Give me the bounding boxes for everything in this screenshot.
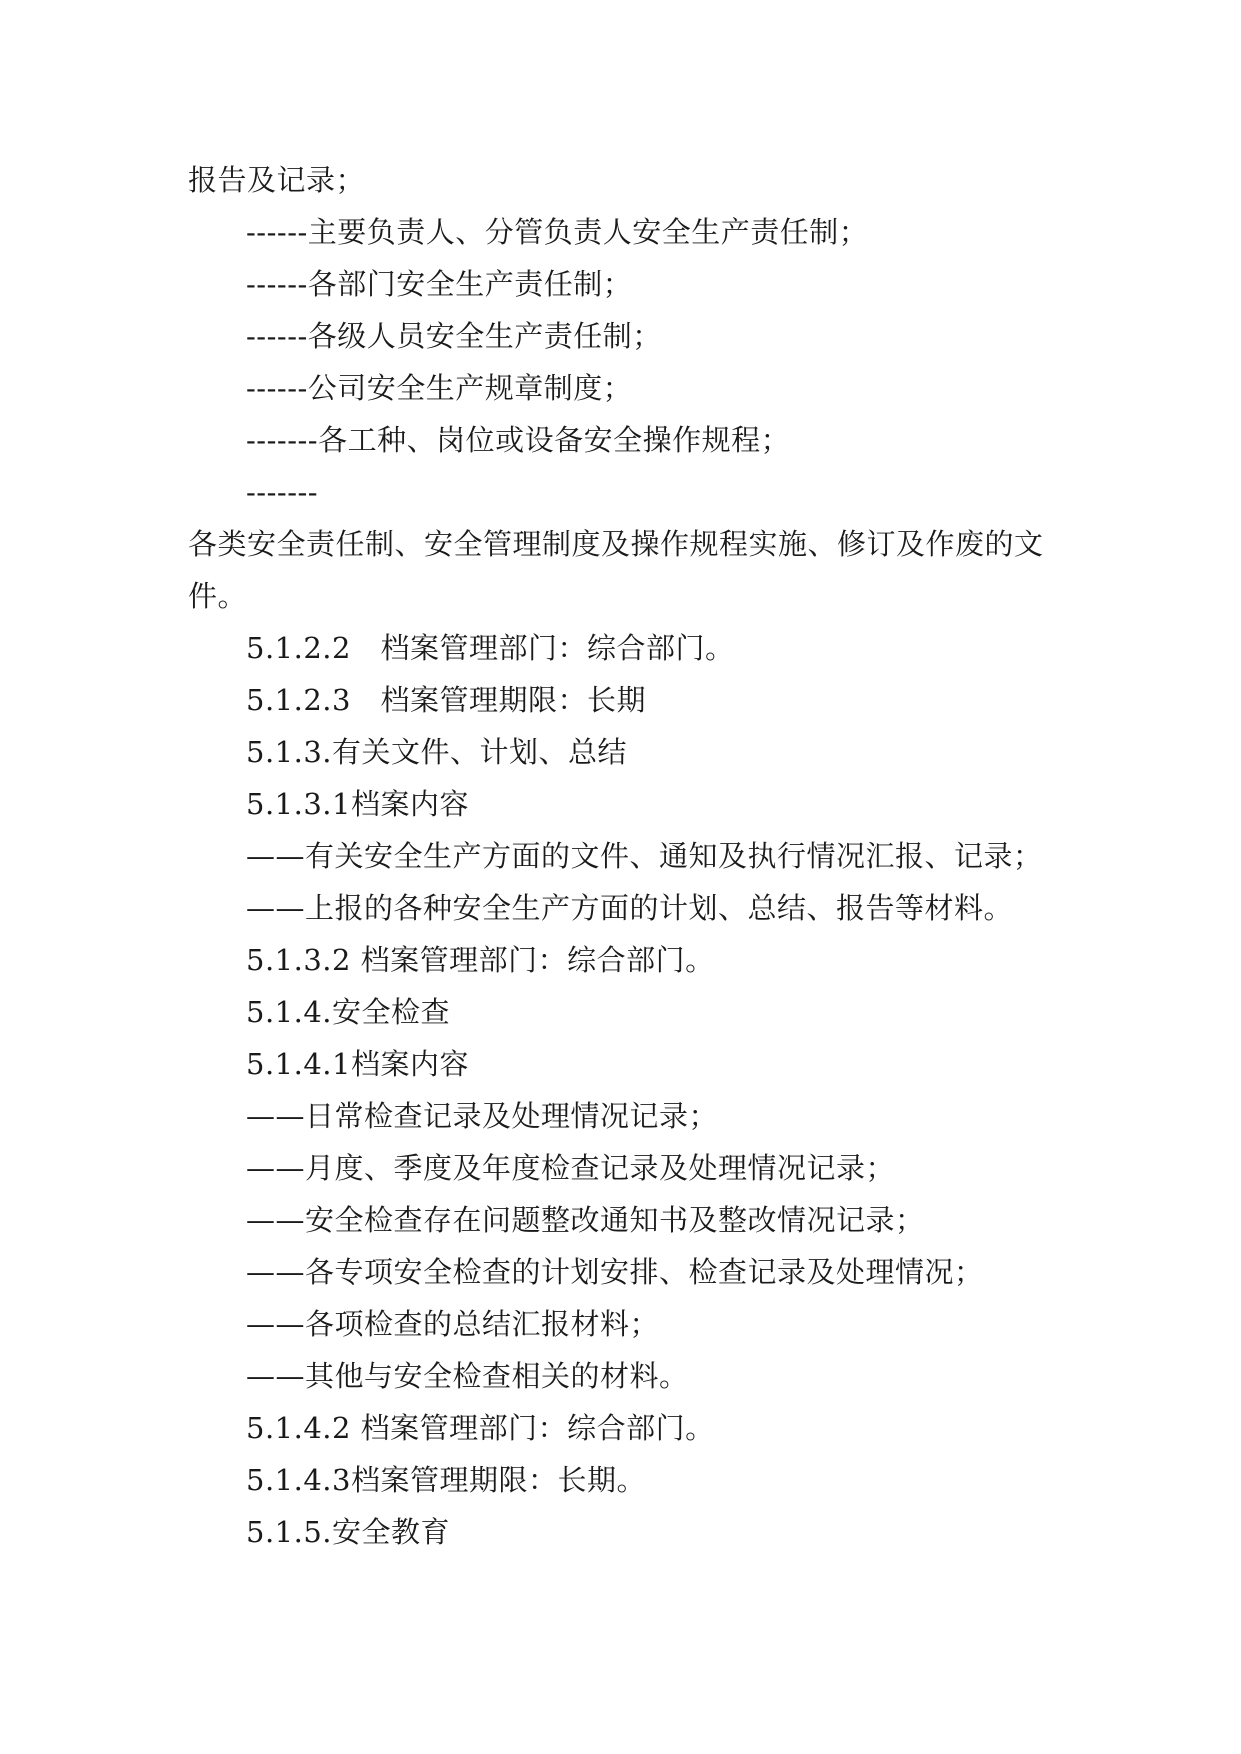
text-line: ——各专项安全检查的计划安排、检查记录及处理情况；: [246, 1255, 984, 1289]
text-line: 5.1.4.2 档案管理部门：综合部门。: [246, 1411, 715, 1445]
text-line: ——有关安全生产方面的文件、通知及执行情况汇报、记录；: [246, 839, 1043, 873]
text-line: 报告及记录；: [188, 163, 366, 197]
text-line: ——上报的各种安全生产方面的计划、总结、报告等材料。: [246, 891, 1014, 925]
text-line: -------: [246, 475, 319, 509]
text-line: 5.1.3.1档案内容: [246, 787, 469, 821]
text-line: 5.1.4.1档案内容: [246, 1047, 469, 1081]
text-line: 件。: [188, 579, 248, 613]
text-line: ------各部门安全生产责任制；: [246, 267, 633, 301]
text-line: 5.1.4.3档案管理期限：长期。: [246, 1463, 646, 1497]
text-line: 5.1.5.安全教育: [246, 1515, 451, 1549]
text-line: ------主要负责人、分管负责人安全生产责任制；: [246, 215, 869, 249]
text-line: 5.1.4.安全检查: [246, 995, 451, 1029]
text-line: ——安全检查存在问题整改通知书及整改情况记录；: [246, 1203, 925, 1237]
text-line: ——日常检查记录及处理情况记录；: [246, 1099, 719, 1133]
text-line: ——月度、季度及年度检查记录及处理情况记录；: [246, 1151, 896, 1185]
text-line: ——其他与安全检查相关的材料。: [246, 1359, 689, 1393]
text-line: 5.1.2.2 档案管理部门：综合部门。: [246, 631, 735, 665]
text-line: -------各工种、岗位或设备安全操作规程；: [246, 423, 791, 457]
text-line: 5.1.3.2 档案管理部门：综合部门。: [246, 943, 715, 977]
text-line: 5.1.2.3 档案管理期限：长期: [246, 683, 646, 717]
text-line: ------公司安全生产规章制度；: [246, 371, 633, 405]
text-line: 5.1.3.有关文件、计划、总结: [246, 735, 628, 769]
text-line: 各类安全责任制、安全管理制度及操作规程实施、修订及作废的文: [188, 527, 1044, 561]
text-line: ------各级人员安全生产责任制；: [246, 319, 662, 353]
text-line: ——各项检查的总结汇报材料；: [246, 1307, 660, 1341]
